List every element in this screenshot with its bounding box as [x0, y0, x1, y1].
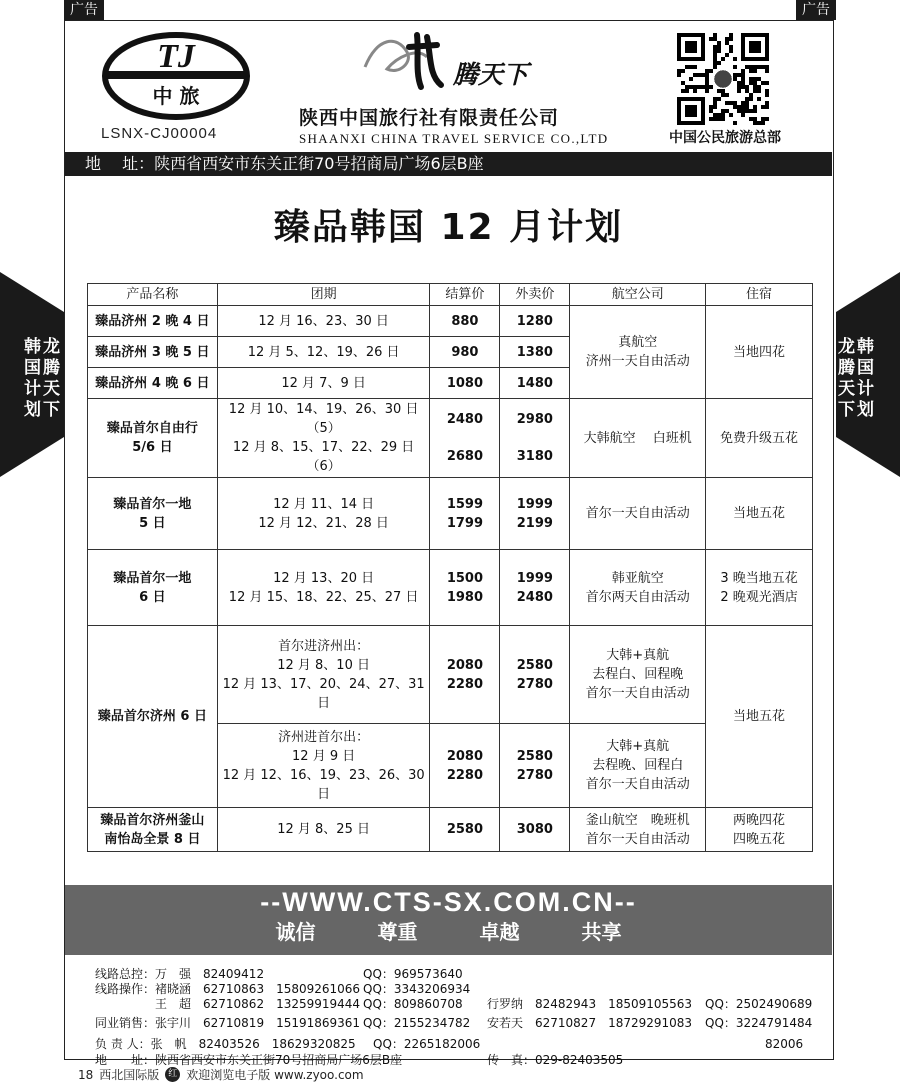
side-char: 龙: [43, 337, 60, 357]
sell-price: [500, 478, 570, 550]
price-line: 2480: [446, 412, 484, 427]
price-line: 1980: [446, 589, 484, 605]
tour-plan-table: [87, 283, 813, 852]
name-line: 6 日: [139, 589, 166, 605]
sell-price: 1380: [500, 337, 570, 368]
contact-line: 线路操作：褚晓涵 62710863 15809261066: [95, 982, 361, 996]
tour-dates: 12 月 5、12、19、26 日: [217, 337, 430, 368]
col-header: 团期: [217, 284, 430, 306]
col-header: 住宿: [706, 284, 813, 306]
name-line: 臻品首尔自由行: [106, 421, 198, 436]
price-line: 3180: [516, 449, 553, 464]
product-name: 臻品济州 2 晚 4 日: [88, 306, 218, 337]
sell-price: [500, 626, 570, 724]
price-line: 2580: [516, 657, 553, 673]
table-row: [88, 550, 813, 626]
hotel: 当地四花: [706, 306, 813, 399]
contact-line: 同业销售：张宇川 62710819 15191869361: [95, 1016, 361, 1030]
company-values: [65, 919, 832, 945]
hotel: [706, 550, 813, 626]
date-line: 12 月 13、17、20、24、27、31: [222, 676, 425, 692]
tour-dates: [217, 399, 430, 478]
airline-line: 首尔一天自由活动: [585, 831, 690, 847]
value-word: 诚信: [275, 920, 316, 944]
product-name: [88, 808, 218, 852]
contact-line: 行罗纳 82482943 18509105563: [487, 997, 693, 1011]
price-line: 2680: [446, 449, 484, 464]
side-col: [24, 337, 41, 421]
page-number: 18: [78, 1067, 94, 1082]
airline-line: 首尔两天自由活动: [585, 589, 690, 605]
hotel: 免费升级五花: [706, 399, 813, 478]
value-word: 卓越: [479, 920, 520, 944]
date-line: 济州进首尔出：: [278, 729, 370, 745]
airline-line: 首尔一天自由活动: [585, 777, 690, 792]
date-line: 12 月 12、21、28 日: [258, 515, 389, 531]
airline: [570, 808, 706, 852]
airline-line: 真航空: [618, 335, 658, 350]
side-char: 下: [43, 400, 60, 420]
date-line: 12 月 15、18、22、25、27 日: [228, 589, 419, 605]
date-line: 日: [317, 695, 331, 711]
date-line: 首尔进济州出：: [278, 638, 370, 654]
col-header: 航空公司: [570, 284, 706, 306]
contact-fax: 传 真：029-82403505: [487, 1053, 624, 1067]
col-header: 外卖价: [500, 284, 570, 306]
contact-qq: QQ：2265182006: [373, 1037, 481, 1051]
side-char: 计: [24, 379, 41, 399]
price-line: 2080: [446, 748, 484, 764]
contact-qq: QQ：969573640: [363, 967, 463, 981]
table-row: [88, 306, 813, 337]
date-line: 12 月 8、10 日: [277, 657, 370, 673]
date-line: 12 月 9 日: [292, 748, 356, 764]
price-line: 1799: [446, 515, 484, 531]
contact-line: 安若天 62710827 18729291083: [487, 1016, 693, 1030]
price-line: 2280: [446, 676, 484, 692]
contact-line: 82006: [765, 1037, 804, 1051]
airline: [570, 550, 706, 626]
side-char: 龙: [838, 337, 855, 357]
ad-page: [64, 20, 834, 1067]
tour-dates: 12 月 16、23、30 日: [217, 306, 430, 337]
tour-dates: [217, 724, 430, 808]
seal-icon: 红: [165, 1067, 180, 1082]
contact-qq: QQ：2155234782: [363, 1016, 471, 1030]
airline-line: 釜山航空 晚班机: [585, 812, 690, 828]
product-name: 臻品济州 4 晚 6 日: [88, 368, 218, 399]
settle-price: 980: [430, 337, 500, 368]
table-header-row: [88, 284, 813, 306]
address-bar: 地 址：陕西省西安市东关正街70号招商局广场6层B座: [65, 152, 832, 176]
side-char: 国: [857, 358, 874, 378]
product-name: [88, 478, 218, 550]
value-word: 尊重: [377, 920, 418, 944]
side-char: 下: [838, 400, 855, 420]
side-char: 计: [857, 379, 874, 399]
tour-dates: [217, 550, 430, 626]
price-line: 1999: [516, 570, 553, 586]
ad-label-left: 广告: [64, 0, 104, 20]
date-line: 12 月 10、14、19、26、30 日（5）: [228, 402, 419, 436]
product-name: 臻品首尔济州 6 日: [88, 626, 218, 808]
brand-slogan: 腾天下: [453, 60, 529, 89]
name-line: 臻品首尔济州釜山: [100, 812, 205, 828]
airline: 大韩航空 白班机: [570, 399, 706, 478]
airline-line: 济州一天自由活动: [585, 354, 690, 369]
edition-name: 西北国际版: [99, 1068, 160, 1082]
product-name: [88, 550, 218, 626]
airline: [570, 626, 706, 724]
date-line: 日: [317, 786, 331, 802]
qr-caption: 中国公民旅游总部: [669, 130, 781, 146]
hotel: [706, 808, 813, 852]
product-name: [88, 399, 218, 478]
side-col: [43, 337, 60, 421]
price-line: 2980: [516, 412, 553, 427]
sell-price: [500, 724, 570, 808]
col-header: 产品名称: [88, 284, 218, 306]
date-line: 12 月 8、15、17、22、29 日（6）: [232, 440, 415, 474]
side-char: 腾: [838, 358, 855, 378]
contact-qq: QQ：809860708: [363, 997, 463, 1011]
price-line: 2780: [516, 676, 553, 692]
hotel-line: 2 晚观光酒店: [720, 589, 798, 605]
tour-dates: [217, 626, 430, 724]
settle-price: [430, 478, 500, 550]
side-char: 天: [838, 379, 855, 399]
settle-price: 880: [430, 306, 500, 337]
hotel: 当地五花: [706, 626, 813, 808]
side-char: 韩: [857, 337, 874, 357]
sell-price: 1480: [500, 368, 570, 399]
price-line: 2480: [516, 589, 553, 605]
page-footer: [78, 1066, 364, 1083]
sell-price: [500, 399, 570, 478]
side-char: 韩: [24, 337, 41, 357]
tour-dates: 12 月 7、9 日: [217, 368, 430, 399]
side-char: 腾: [43, 358, 60, 378]
settle-price: [430, 724, 500, 808]
side-text-left: [24, 337, 60, 421]
settle-price: 2580: [430, 808, 500, 852]
settle-price: [430, 399, 500, 478]
col-header: 结算价: [430, 284, 500, 306]
sell-price: 3080: [500, 808, 570, 852]
price-line: 2199: [516, 515, 553, 531]
contact-line: 王 超 62710862 13259919444: [155, 997, 361, 1011]
name-line: 5 日: [139, 515, 166, 531]
name-line: 南怡岛全景 8 日: [104, 831, 201, 847]
table-row: [88, 808, 813, 852]
name-line: 5/6 日: [132, 440, 173, 455]
ad-label-right: 广告: [796, 0, 836, 20]
airline: 首尔一天自由活动: [570, 478, 706, 550]
contact-address: 地 址：陕西省西安市东关正街70号招商局广场6层B座: [95, 1053, 403, 1067]
product-name: 臻品济州 3 晚 5 日: [88, 337, 218, 368]
side-char: 划: [24, 400, 41, 420]
name-line: 臻品首尔一地: [113, 570, 192, 586]
price-line: 2080: [446, 657, 484, 673]
welcome-text: 欢迎浏览电子版 www.zyoo.com: [186, 1068, 364, 1082]
airline-line: 大韩+真航: [606, 648, 670, 663]
company-name-cn: 陕西中国旅行社有限责任公司: [299, 107, 560, 129]
side-char: 划: [857, 400, 874, 420]
price-line: 1599: [446, 496, 484, 512]
price-line: 2780: [516, 767, 553, 783]
settle-price: 1080: [430, 368, 500, 399]
airline-line: 去程白、回程晚: [592, 667, 684, 682]
logo-text: 中 旅: [152, 84, 200, 108]
table-row: [88, 399, 813, 478]
airline-line: 去程晚、回程白: [592, 758, 684, 773]
airline-line: 韩亚航空: [611, 570, 664, 586]
company-name-en: SHAANXI CHINA TRAVEL SERVICE CO.,LTD: [299, 131, 609, 146]
page-title: 臻品韩国 12 月计划: [273, 207, 624, 248]
tour-dates: [217, 478, 430, 550]
website-banner: [65, 885, 832, 955]
tour-dates: 12 月 8、25 日: [217, 808, 430, 852]
date-line: 12 月 11、14 日: [273, 496, 375, 512]
side-char: 天: [43, 379, 60, 399]
hotel: 当地五花: [706, 478, 813, 550]
hotel-line: 四晚五花: [733, 831, 786, 847]
sell-price: [500, 550, 570, 626]
sell-price: 1280: [500, 306, 570, 337]
airline: [570, 724, 706, 808]
svg-text:TJ: TJ: [157, 38, 195, 75]
name-line: 臻品首尔一地: [113, 496, 192, 512]
contact-qq: QQ：3224791484: [705, 1016, 813, 1030]
side-text-right: [838, 337, 874, 421]
side-col: [857, 337, 874, 421]
contact-line: 负 责 人：张 帆 82403526 18629320825: [95, 1037, 356, 1051]
cts-logo: [101, 31, 251, 121]
value-word: 共享: [581, 920, 622, 944]
side-col: [838, 337, 855, 421]
contact-qq: QQ：3343206934: [363, 982, 471, 996]
table-row: [88, 626, 813, 724]
license-number: LSNX-CJ00004: [101, 125, 218, 142]
price-line: 2580: [516, 748, 553, 764]
price-line: 2280: [446, 767, 484, 783]
hotel-line: 3 晚当地五花: [720, 570, 798, 586]
table-row: [88, 478, 813, 550]
settle-price: [430, 626, 500, 724]
hotel-line: 两晚四花: [733, 812, 786, 828]
airline: [570, 306, 706, 399]
website-url[interactable]: --WWW.CTS-SX.COM.CN--: [260, 887, 637, 917]
date-line: 12 月 13、20 日: [273, 570, 375, 586]
price-line: 1999: [516, 496, 553, 512]
qr-code: [677, 33, 769, 125]
settle-price: [430, 550, 500, 626]
airline-line: 首尔一天自由活动: [585, 686, 690, 701]
contact-line: 线路总控：万 强 82409412: [95, 967, 265, 981]
date-line: 12 月 12、16、19、23、26、30: [222, 767, 425, 783]
airline-line: 大韩+真航: [606, 739, 670, 754]
side-char: 国: [24, 358, 41, 378]
contact-qq: QQ：2502490689: [705, 997, 813, 1011]
price-line: 1500: [446, 570, 484, 586]
